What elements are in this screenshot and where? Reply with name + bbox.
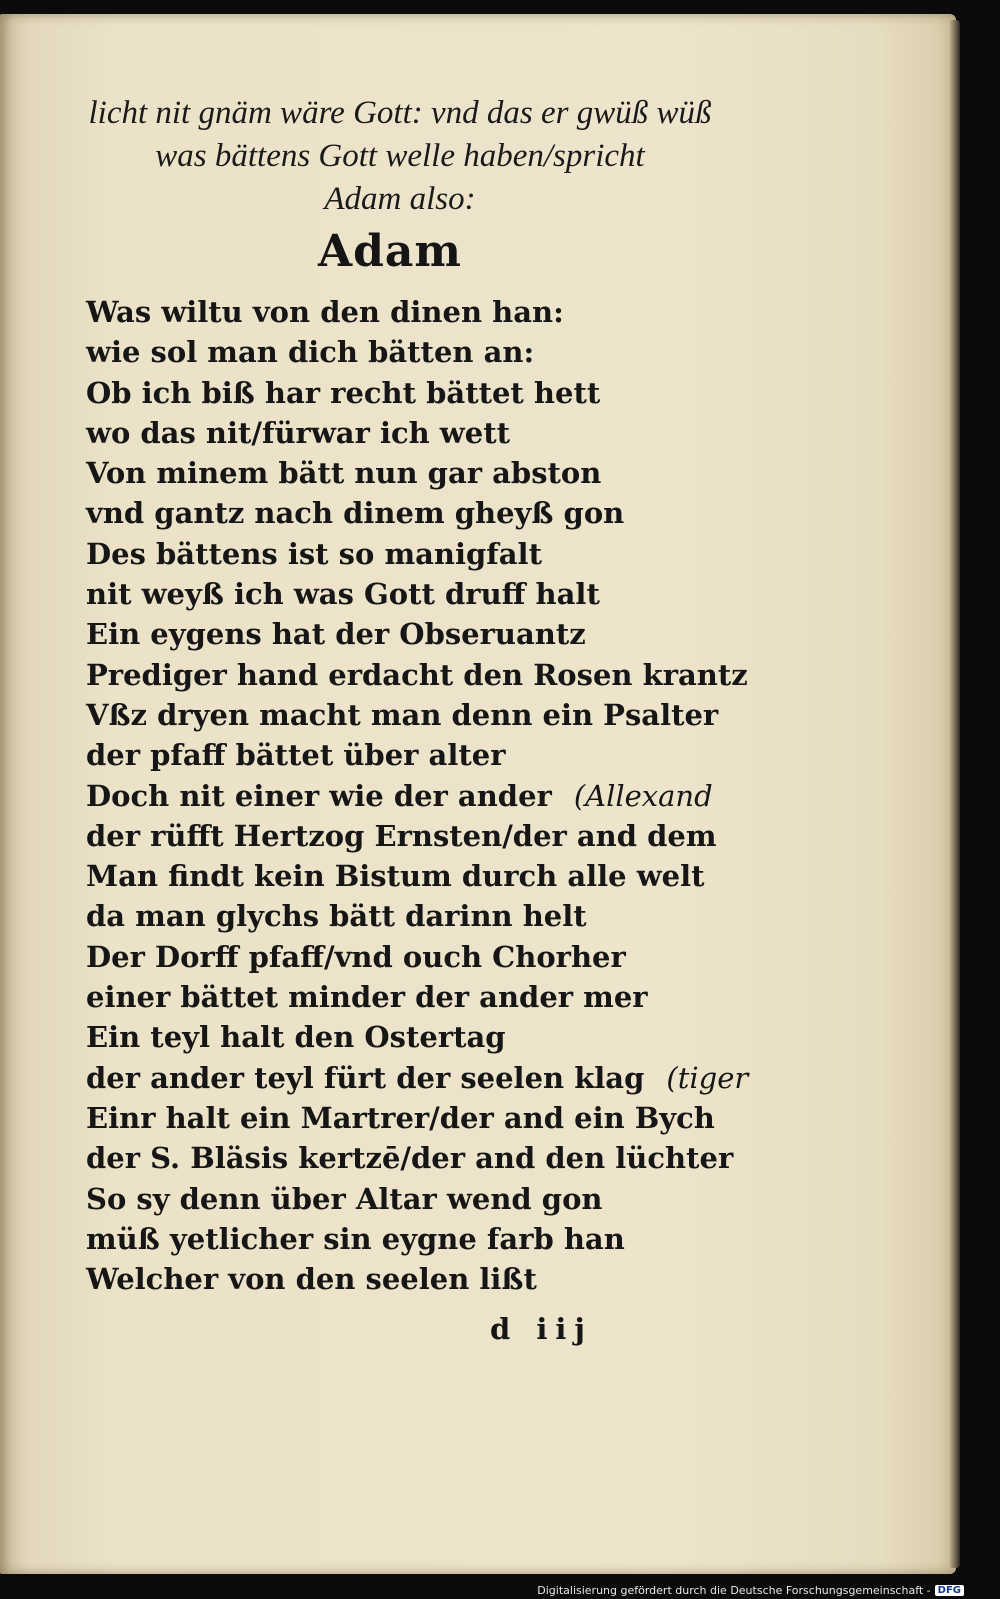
verse-line [86,614,786,654]
margin-continuation: (Allexand [573,778,713,813]
verse-line-text: Ob ich biß har recht bättet hett [86,375,601,410]
dfg-logo: DFG [935,1585,964,1596]
verse-line [86,493,786,533]
verse-line-text: der ander teyl fürt der seelen klag [86,1060,645,1095]
verse-line [86,655,786,695]
intro-line: was bättens Gott welle haben/spricht [155,138,645,174]
verse-line [86,413,786,453]
verse-line [86,1138,786,1178]
verse-line-text: einer bättet minder der ander mer [86,980,648,1015]
signature-mark: d iij [490,1312,593,1346]
verse-line [86,1058,786,1098]
verse-line [86,1179,786,1219]
verse-line-text: Was wiltu von den dinen han: [86,295,564,329]
verse-line [86,816,786,856]
speaker-heading: Adam [318,226,462,277]
verse-line-text: wie sol man dich bätten an: [86,335,535,370]
verse-line-text: Ein eygens hat der Obseruantz [86,617,586,652]
verse-line [86,332,786,372]
credit-text: Digitalisierung gefördert durch die Deutsche Forschungsgemeinschaft - [537,1584,931,1597]
verse-line-text: So sy denn über Altar wend gon [86,1181,603,1216]
verse-line-text: Einr halt ein Martrer/der and ein Bych [86,1100,715,1135]
verse-line [86,977,786,1017]
verse-line [86,453,786,493]
verse-line-text: der pfaff bättet über alter [86,738,506,773]
verse-line-text: Der Dorff pfaff/vnd ouch Chorher [86,939,626,974]
verse-line [86,1259,786,1299]
verse-line [86,896,786,936]
verse-line-text: der rüfft Hertzog Ernsten/der and dem [86,818,717,853]
verse-line [86,1219,786,1259]
verse-line-text: vnd gantz nach dinem gheyß gon [86,496,625,531]
verse-line-text: da man glychs bätt darinn helt [86,899,587,934]
verse-line-text: der S. Bläsis kertzē/der and den lüchter [86,1141,734,1176]
page-edge [950,20,960,1568]
verse-line [86,1017,786,1057]
verse-line-text: Doch nit einer wie der ander [86,778,552,813]
verse-line-text: Von minem bätt nun gar abston [86,456,602,491]
verse-line-text: Welcher von den seelen lißt [86,1262,537,1297]
verse-line [86,1098,786,1138]
verse-line-text: Prediger hand erdacht den Rosen krantz [86,657,748,692]
verse-line-text: wo das nit/fürwar ich wett [86,415,511,450]
verse-line-text: Vßz dryen macht man denn ein Psalter [86,697,719,732]
verse-line-text: müß yetlicher sin eygne farb han [86,1221,625,1256]
verse-line-text: Ein teyl halt den Ostertag [86,1020,506,1055]
margin-continuation: (tiger [666,1060,749,1095]
verse-line [86,373,786,413]
verse-line [86,735,786,775]
intro-line: licht nit gnäm wäre Gott: vnd das er gwüß wüß [88,95,712,131]
intro-text [0,92,800,221]
verse-line-text: Man findt kein Bistum durch alle welt [86,859,705,894]
verse-line [86,292,786,332]
verse-line-text: nit weyß ich was Gott druff halt [86,577,600,612]
verse-line [86,534,786,574]
verse-line-text: Des bättens ist so manigfalt [86,536,542,571]
digitization-credit [537,1584,964,1597]
verse-line [86,937,786,977]
verse-line [86,574,786,614]
intro-line: Adam also: [324,181,476,217]
verse-block [86,292,786,1299]
verse-line [86,695,786,735]
verse-line [86,776,786,816]
verse-line [86,856,786,896]
